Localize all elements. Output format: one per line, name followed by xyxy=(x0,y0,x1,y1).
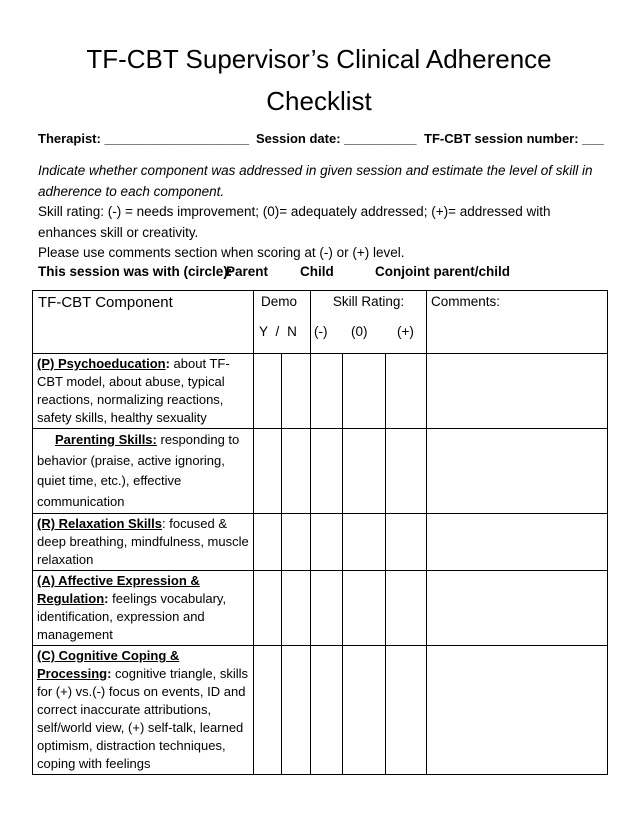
demo-yes-cell[interactable] xyxy=(254,571,282,646)
comments-cell[interactable] xyxy=(427,646,608,775)
session-number-field[interactable]: TF-CBT session number: ___ xyxy=(424,131,604,146)
component-title: (C) Cognitive Coping & Processing xyxy=(37,648,180,681)
skill-rating-label: Skill Rating: xyxy=(332,294,405,309)
table-row xyxy=(33,354,608,429)
demo-yes-cell[interactable] xyxy=(254,354,282,429)
rating-minus-cell[interactable] xyxy=(311,514,343,571)
demo-label: Demo xyxy=(261,294,298,309)
rating-minus-cell[interactable] xyxy=(311,429,343,514)
rating-minus-cell[interactable] xyxy=(311,354,343,429)
option-child[interactable]: Child xyxy=(300,264,334,279)
component-psychoeducation: (P) Psychoeducation: about TF-CBT model, about abuse, typical reactions, normalizing reactions, safety skills, healthy sexuality xyxy=(33,354,254,429)
minus-label: (-) xyxy=(314,324,328,339)
component-description: focused & deep breathing, mindfulness, muscle relaxation xyxy=(37,516,249,567)
component-relaxation: (R) Relaxation Skills: focused & deep breathing, mindfulness, muscle relaxation xyxy=(33,514,254,571)
component-description: cognitive triangle, skills for (+) vs.(-) focus on events, ID and correct inaccurate attributions, self/world view, (+) self-talk, learned optimism, distraction techniques, coping with feelings xyxy=(37,666,248,771)
therapist-field[interactable]: Therapist: ____________________ xyxy=(38,131,250,146)
instruction-text: Indicate whether component was addressed in given session and estimate the level of skill in adherence to each component. xyxy=(38,163,593,199)
rating-plus-cell[interactable] xyxy=(386,514,427,571)
demo-yes-cell[interactable] xyxy=(254,646,282,775)
skill-rating-legend: Skill rating: (-) = needs improvement; (0)= adequately addressed; (+)= addressed with enhances skill or creativity. xyxy=(38,204,551,240)
demo-header xyxy=(254,291,311,354)
demo-no-cell[interactable] xyxy=(282,571,311,646)
no-label: N xyxy=(287,324,297,339)
rating-plus-cell[interactable] xyxy=(386,646,427,775)
component-description: responding to behavior (praise, active ignoring, quiet time, etc.), effective communication xyxy=(37,432,240,509)
component-cognitive-coping: (C) Cognitive Coping & Processing: cognitive triangle, skills for (+) vs.(-) focus on events, ID and correct inaccurate attributions, self/world view, (+) self-talk, learned optimism, distraction techniques, coping with feelings xyxy=(33,646,254,775)
comments-cell[interactable] xyxy=(427,514,608,571)
component-title: (A) Affective Expression & Regulation xyxy=(37,573,200,606)
component-description: feelings vocabulary, identification, expression and management xyxy=(37,591,227,642)
demo-no-cell[interactable] xyxy=(282,354,311,429)
plus-label: (+) xyxy=(397,324,414,339)
rating-minus-cell[interactable] xyxy=(311,571,343,646)
adherence-table xyxy=(32,290,608,775)
zero-label: (0) xyxy=(351,324,368,339)
table-header-row xyxy=(33,291,608,354)
yes-label: Y xyxy=(259,324,268,339)
option-parent[interactable]: Parent xyxy=(226,264,269,279)
comments-cell[interactable] xyxy=(427,354,608,429)
rating-zero-cell[interactable] xyxy=(343,646,386,775)
rating-zero-cell[interactable] xyxy=(343,429,386,514)
demo-no-cell[interactable] xyxy=(282,646,311,775)
rating-plus-cell[interactable] xyxy=(386,571,427,646)
rating-minus-cell[interactable] xyxy=(311,646,343,775)
title-line-1: TF-CBT Supervisor’s Clinical Adherence xyxy=(86,44,552,74)
table-row xyxy=(33,429,608,514)
component-title: Parenting Skills: xyxy=(55,432,157,447)
skill-rating-header xyxy=(311,291,427,354)
component-title: (P) Psychoeducation xyxy=(37,356,166,371)
table-row xyxy=(33,514,608,571)
component-affective-expression: (A) Affective Expression & Regulation: feelings vocabulary, identification, expression and management xyxy=(33,571,254,646)
rating-zero-cell[interactable] xyxy=(343,514,386,571)
demo-no-cell[interactable] xyxy=(282,514,311,571)
rating-plus-cell[interactable] xyxy=(386,429,427,514)
yes-no-label xyxy=(259,324,297,339)
comments-cell[interactable] xyxy=(427,429,608,514)
rating-zero-cell[interactable] xyxy=(343,354,386,429)
component-parenting-skills xyxy=(33,429,254,514)
slash-label: / xyxy=(275,324,280,339)
demo-yes-cell[interactable] xyxy=(254,429,282,514)
demo-no-cell[interactable] xyxy=(282,429,311,514)
table-row xyxy=(33,646,608,775)
session-date-field[interactable]: Session date: __________ xyxy=(256,131,417,146)
component-description: about TF-CBT model, about abuse, typical reactions, normalizing reactions, safety skills, healthy sexuality xyxy=(37,356,230,425)
rating-plus-cell[interactable] xyxy=(386,354,427,429)
rating-zero-cell[interactable] xyxy=(343,571,386,646)
option-conjoint[interactable]: Conjoint parent/child xyxy=(375,264,510,279)
demo-yes-cell[interactable] xyxy=(254,514,282,571)
component-title: (R) Relaxation Skills xyxy=(37,516,162,531)
title-line-2: Checklist xyxy=(266,86,372,116)
comments-cell[interactable] xyxy=(427,571,608,646)
session-with-label: This session was with (circle): xyxy=(38,264,233,279)
comments-note: Please use comments section when scoring at (-) or (+) level. xyxy=(38,245,405,260)
page-title xyxy=(0,38,638,122)
comments-header: Comments: xyxy=(427,291,608,354)
table-row xyxy=(33,571,608,646)
component-header: TF-CBT Component xyxy=(33,291,254,354)
